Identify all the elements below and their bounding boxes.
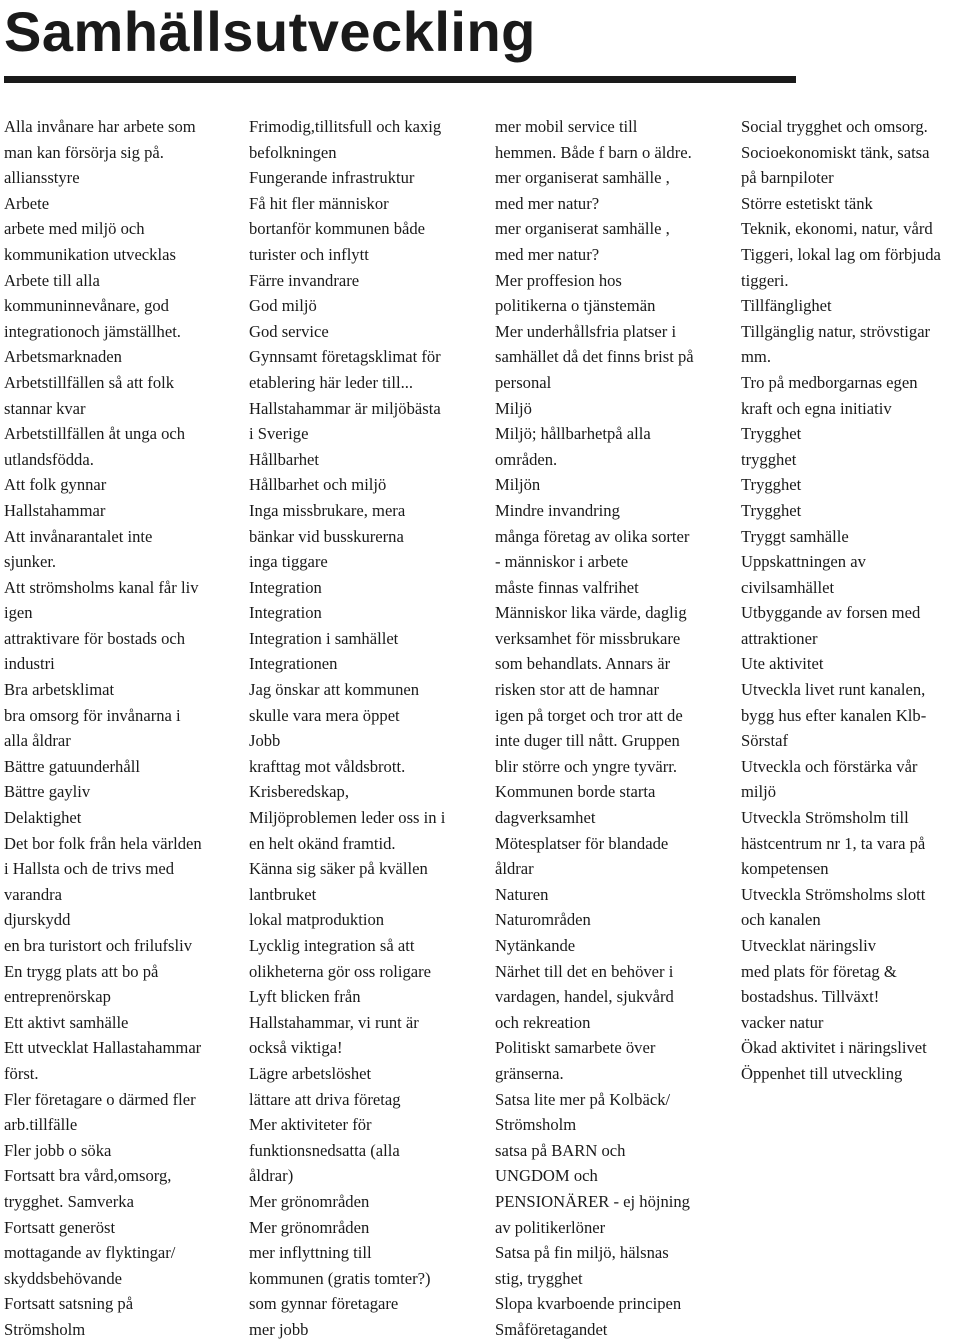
text-line: Miljön [495, 475, 541, 495]
text-line: politikerna o tjänstemän [495, 296, 656, 316]
text-line: måste finnas valfrihet [495, 577, 639, 597]
text-line: lantbruket [249, 884, 317, 904]
text-line: arb.tillfälle [4, 1115, 78, 1135]
text-line: Integration [249, 577, 322, 597]
text-line: bostadshus. Tillväxt! [741, 987, 880, 1007]
text-line: Fortsatt satsning på [4, 1294, 134, 1314]
text-line: Utveckla Strömsholms slott [741, 884, 926, 904]
text-line: i Sverige [249, 424, 309, 444]
text-line: gränserna. [495, 1063, 564, 1083]
text-line: satsa på BARN och [495, 1140, 626, 1160]
text-line: kommuninnevånare, god [4, 296, 169, 316]
text-line: Integration [249, 603, 322, 623]
text-line: inte duger till nått. Gruppen [495, 731, 680, 751]
text-line: inga tiggare [249, 552, 328, 572]
text-line: Lägre arbetslöshet [249, 1063, 372, 1083]
text-line: Bättre gayliv [4, 782, 91, 802]
text-line: och kanalen [741, 910, 821, 930]
text-line: samhället då det finns brist på [495, 347, 694, 367]
text-line: Arbete till alla [4, 270, 100, 290]
text-line: attraktioner [741, 628, 818, 648]
text-line: stannar kvar [4, 398, 86, 418]
text-line: Politiskt samarbete över [495, 1038, 656, 1058]
text-line: kraft och egna initiativ [741, 398, 892, 418]
text-line: civilsamhället [741, 577, 835, 597]
text-line: Fortsatt bra vård,omsorg, [4, 1166, 172, 1186]
text-line: med mer natur? [495, 193, 600, 213]
text-column-1 [4, 114, 236, 1343]
text-line: Lyft blicken från [249, 987, 361, 1007]
text-line: Strömsholm [495, 1115, 577, 1135]
text-line: verksamhet för missbrukare [495, 628, 681, 648]
text-line: mm. [741, 347, 771, 367]
text-line: Mer grönområden [249, 1191, 370, 1211]
text-line: Slopa kvarboende principen [495, 1294, 682, 1314]
text-line: mer jobb [249, 1319, 309, 1339]
text-line: igen på torget och tror att de [495, 705, 683, 725]
text-line: en bra turistort och frilufsliv [4, 936, 193, 955]
text-line: Satsa lite mer på Kolbäck/ [495, 1089, 671, 1109]
text-line: Att invånarantalet inte [4, 526, 153, 546]
text-line: trygghet [741, 449, 797, 469]
text-line: Öppenhet till utveckling [741, 1063, 903, 1083]
text-line: Mötesplatser för blandade [495, 833, 669, 853]
text-line: Arbete [4, 193, 50, 213]
text-line: Jag önskar att kommunen [249, 680, 420, 700]
text-line: många företag av olika sorter [495, 526, 690, 546]
text-line: funktionsnedsatta (alla [249, 1140, 400, 1160]
text-line: blir större och yngre tyvärr. [495, 756, 678, 776]
text-line: med mer natur? [495, 244, 600, 264]
text-columns [0, 114, 960, 1343]
text-line: Socioekonomiskt tänk, satsa [741, 142, 930, 162]
text-line: Ute aktivitet [741, 654, 824, 674]
text-line: skyddsbehövande [4, 1268, 122, 1288]
text-line: Fler företagare o därmed fler [4, 1089, 196, 1109]
text-line: Alla invånare har arbete som [4, 117, 196, 136]
text-line: mer mobil service till [495, 117, 638, 136]
text-line: djurskydd [4, 910, 71, 930]
text-line: Kommunen borde starta [495, 782, 656, 802]
text-line: Mindre invandring [495, 500, 620, 520]
text-line: Sörstaf [741, 731, 789, 751]
text-line: vacker natur [741, 1012, 824, 1032]
text-line: Delaktighet [4, 808, 82, 828]
text-line: Småföretagandet [495, 1319, 608, 1339]
text-line: som behandlats. Annars är [495, 654, 671, 674]
text-line: PENSIONÄRER - ej höjning [495, 1191, 690, 1211]
text-line: Utveckla och förstärka vår [741, 756, 918, 776]
text-line: Ett utvecklat Hallastahammar [4, 1038, 202, 1058]
text-line: Frimodig,tillitsfull och kaxig [249, 117, 442, 136]
text-line: Arbetstillfällen åt unga och [4, 424, 186, 444]
text-line: åldrar) [249, 1166, 294, 1186]
text-line: åldrar [495, 859, 534, 879]
text-line: mottagande av flyktingar/ [4, 1243, 176, 1263]
text-line: Det bor folk från hela världen [4, 833, 202, 853]
text-line: Arbetstillfällen så att folk [4, 372, 175, 392]
text-line: Nytänkande [495, 936, 576, 955]
text-line: bra omsorg för invånarna i [4, 705, 181, 725]
text-line: personal [495, 372, 552, 392]
text-line: Hallstahammar [4, 500, 106, 520]
text-line: och rekreation [495, 1012, 591, 1032]
text-line: Mer proffesion hos [495, 270, 622, 290]
text-line: varandra [4, 884, 63, 904]
text-line: turister och inflytt [249, 244, 369, 264]
text-line: Tro på medborgarnas egen [741, 372, 918, 392]
text-line: Hallstahammar, vi runt är [249, 1012, 419, 1032]
text-line: Fler jobb o söka [4, 1140, 112, 1160]
text-line: entreprenörskap [4, 987, 111, 1007]
text-line: Miljö [495, 398, 532, 418]
text-line: lokal matproduktion [249, 910, 385, 930]
text-line: i Hallsta och de trivs med [4, 859, 175, 879]
text-line: - människor i arbete [495, 552, 629, 572]
page-title: Samhällsutveckling [4, 0, 536, 63]
text-line: miljö [741, 782, 777, 802]
text-line: Tillgänglig natur, strövstigar [741, 321, 931, 341]
text-line: alla åldrar [4, 731, 71, 751]
text-line: integrationoch jämställhet. [4, 321, 181, 341]
text-line: Krisberedskap, [249, 782, 349, 802]
text-line: Mer underhållsfria platser i [495, 321, 677, 341]
text-line: arbete med miljö och [4, 219, 145, 239]
text-line: alliansstyre [4, 168, 80, 188]
text-line: av politikerlöner [495, 1217, 606, 1237]
text-line: områden. [495, 449, 558, 469]
text-line: Tiggeri, lokal lag om förbjuda [741, 244, 941, 264]
text-line: UNGDOM och [495, 1166, 598, 1186]
text-line: Hallstahammar är miljöbästa [249, 398, 441, 418]
text-line: Trygghet [741, 424, 802, 444]
text-line: Fungerande infrastruktur [249, 168, 415, 188]
text-line: Fortsatt generöst [4, 1217, 116, 1237]
text-line: utlandsfödda. [4, 449, 94, 469]
text-line: först. [4, 1063, 39, 1083]
text-line: Utvecklat näringsliv [741, 936, 877, 955]
text-line: bänkar vid busskurerna [249, 526, 404, 546]
text-line: man kan försörja sig på. [4, 142, 164, 162]
text-line: Gynnsamt företagsklimat för [249, 347, 441, 367]
text-line: mer organiserat samhälle , [495, 219, 670, 239]
text-line: attraktivare för bostads och [4, 628, 186, 648]
text-line: bygg hus efter kanalen Klb- [741, 705, 927, 725]
text-line: Närhet till det en behöver i [495, 961, 674, 981]
text-line: Hållbarhet och miljö [249, 475, 387, 495]
text-line: på barnpiloter [741, 168, 834, 188]
text-column-3 [495, 114, 727, 1343]
text-line: God service [249, 321, 329, 341]
text-line: kommunikation utvecklas [4, 244, 176, 264]
text-line: Satsa på fin miljö, hälsnas [495, 1243, 669, 1263]
text-line: Att strömsholms kanal får liv [4, 577, 199, 597]
text-line: Miljö; hållbarhetpå alla [495, 424, 651, 444]
text-line: Känna sig säker på kvällen [249, 859, 428, 879]
text-line: Uppskattningen av [741, 552, 866, 572]
text-line: dagverksamhet [495, 808, 596, 828]
text-line: Social trygghet och omsorg. [741, 117, 928, 136]
text-line: Ökad aktivitet i näringslivet [741, 1038, 927, 1058]
text-column-2 [249, 114, 481, 1343]
text-line: med plats för företag & [741, 961, 897, 981]
text-line: Arbetsmarknaden [4, 347, 122, 367]
text-line: risken stor att de hamnar [495, 680, 660, 700]
text-line: mer inflyttning till [249, 1243, 372, 1263]
title-underline [4, 76, 796, 83]
text-line: kommunen (gratis tomter?) [249, 1268, 431, 1288]
text-line: Hållbarhet [249, 449, 320, 469]
text-line: God miljö [249, 296, 317, 316]
text-line: Ett aktivt samhälle [4, 1012, 129, 1032]
text-line: Få hit fler människor [249, 193, 389, 213]
text-line: vardagen, handel, sjukvård [495, 987, 674, 1007]
text-line: etablering här leder till... [249, 372, 414, 392]
text-line: Tryggt samhälle [741, 526, 849, 546]
text-line: Bra arbetsklimat [4, 680, 115, 700]
text-line: befolkningen [249, 142, 337, 162]
text-line: Strömsholm [4, 1319, 86, 1339]
text-line: lättare att driva företag [249, 1089, 401, 1109]
text-line: Färre invandrare [249, 270, 360, 290]
text-line: bortanför kommunen både [249, 219, 426, 239]
text-line: stig, trygghet [495, 1268, 583, 1288]
text-line: Utbyggande av forsen med [741, 603, 921, 623]
text-line: Större estetiskt tänk [741, 193, 873, 213]
text-line: Tillfänglighet [741, 296, 832, 316]
text-line: Bättre gatuunderhåll [4, 756, 140, 776]
text-line: industri [4, 654, 55, 674]
text-line: Mer grönområden [249, 1217, 370, 1237]
text-line: Integrationen [249, 654, 338, 674]
text-line: Att folk gynnar [4, 475, 107, 495]
text-line: Mer aktiviteter för [249, 1115, 372, 1135]
text-line: Utveckla Strömsholm till [741, 808, 909, 828]
text-line: hästcentrum nr 1, ta vara på [741, 833, 926, 853]
text-line: också viktiga! [249, 1038, 343, 1058]
text-line: olikheterna gör oss roligare [249, 961, 432, 981]
text-line: trygghet. Samverka [4, 1191, 134, 1211]
text-line: hemmen. Både f barn o äldre. [495, 142, 692, 162]
text-line: kompetensen [741, 859, 829, 879]
text-line: Naturen [495, 884, 549, 904]
text-line: Utveckla livet runt kanalen, [741, 680, 926, 700]
text-line: Miljöproblemen leder oss in i [249, 808, 446, 828]
text-line: Lycklig integration så att [249, 936, 415, 955]
text-line: en helt okänd framtid. [249, 833, 396, 853]
text-line: Jobb [249, 731, 281, 751]
text-line: krafttag mot våldsbrott. [249, 756, 406, 776]
text-line: mer organiserat samhälle , [495, 168, 670, 188]
text-line: som gynnar företagare [249, 1294, 399, 1314]
text-line: Integration i samhället [249, 628, 399, 648]
text-line: sjunker. [4, 552, 57, 572]
text-line: skulle vara mera öppet [249, 705, 400, 725]
text-line: En trygg plats att bo på [4, 961, 159, 981]
text-line: Trygghet [741, 500, 802, 520]
text-line: igen [4, 603, 33, 623]
text-line: Naturområden [495, 910, 591, 930]
text-line: Människor lika värde, daglig [495, 603, 687, 623]
text-line: Teknik, ekonomi, natur, vård [741, 219, 933, 239]
text-line: tiggeri. [741, 270, 789, 290]
text-column-4 [741, 114, 960, 1087]
text-line: Inga missbrukare, mera [249, 500, 406, 520]
text-line: Trygghet [741, 475, 802, 495]
